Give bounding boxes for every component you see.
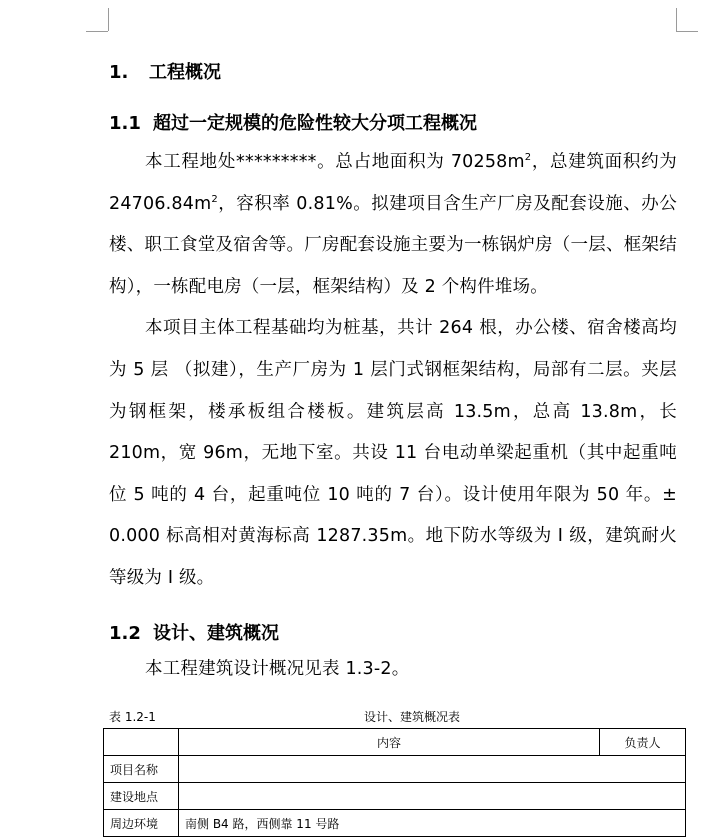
table-row — [104, 810, 686, 837]
crop-mark-right-horizontal — [676, 31, 698, 32]
table-row-content — [179, 783, 686, 810]
paragraph-structure-overview: 本项目主体工程基础均为桩基，共计 264 根，办公楼、宿舍楼高均为 5 层 （拟建），生产厂房为 1 层门式钢框架结构，局部有二层。夹层为钢框架，楼承板组合楼板。建筑层高 13.5m，总高 13.8m，长 210m，宽 96m，无地下室。共设 11 台电动单梁起重机（其中起重吨位 5 吨的 4 台，起重吨位 10 吨的 7 台）。设计使用年限为 50 年。± 0.000 标高相对黄海标高 1287.35m。地下防水等级为 I 级，建筑耐火等级为 I 级。 — [109, 318, 677, 588]
crop-mark-left-horizontal — [86, 31, 108, 32]
table-caption — [109, 708, 677, 726]
table-row — [104, 783, 686, 810]
superscript-2-b: 2 — [211, 193, 218, 205]
paragraph-site-overview-part1: 本工程地处*********。总占地面积为 70258m — [145, 152, 525, 172]
table-header-blank — [104, 729, 179, 756]
crop-mark-left-vertical — [108, 8, 109, 31]
table-header-owner: 负责人 — [600, 729, 686, 756]
table-number: 表 1.2-1 — [109, 710, 156, 724]
table-row — [104, 756, 686, 783]
table-row-content — [179, 756, 686, 783]
table-header-content: 内容 — [179, 729, 600, 756]
section-1-1-title: 超过一定规模的危险性较大分项工程概况 — [153, 113, 477, 134]
section-1-title: 工程概况 — [149, 62, 221, 83]
superscript-2: 2 — [524, 152, 532, 164]
section-1-1-number: 1.1 — [109, 113, 141, 134]
section-1-1-heading — [109, 109, 677, 139]
paragraph-site-overview-part2: ，总建筑面积约为 24706.84m — [109, 152, 677, 214]
table-row-label: 建设地点 — [104, 783, 179, 810]
paragraph-site-overview-part3: ，容积率 0.81%。拟建项目含生产厂房及配套设施、办公楼、职工食堂及宿舍等。厂房配套设施主要为一栋锅炉房（一层、框架结构），一栋配电房（一层，框架结构）及 2 个构件堆场。 — [109, 193, 677, 297]
crop-mark-right-vertical — [676, 8, 677, 31]
paragraph-site-overview — [109, 142, 677, 308]
table-title: 设计、建筑概况表 — [364, 710, 461, 724]
section-1-heading — [109, 58, 677, 88]
section-1-number: 1. — [109, 62, 129, 83]
document-body — [109, 58, 677, 690]
design-overview-table — [103, 728, 686, 837]
section-1-2-heading — [109, 619, 677, 649]
table-header-row — [104, 729, 686, 756]
table-row-label: 周边环境 — [104, 810, 179, 837]
table-row-label: 项目名称 — [104, 756, 179, 783]
paragraph-design-overview: 本工程建筑设计概况见表 1.3-2。 — [145, 658, 410, 679]
table-row-content: 南侧 B4 路，西侧靠 11 号路 — [179, 810, 686, 837]
section-1-2-number: 1.2 — [109, 622, 141, 644]
section-1-2-title: 设计、建筑概况 — [153, 622, 279, 644]
